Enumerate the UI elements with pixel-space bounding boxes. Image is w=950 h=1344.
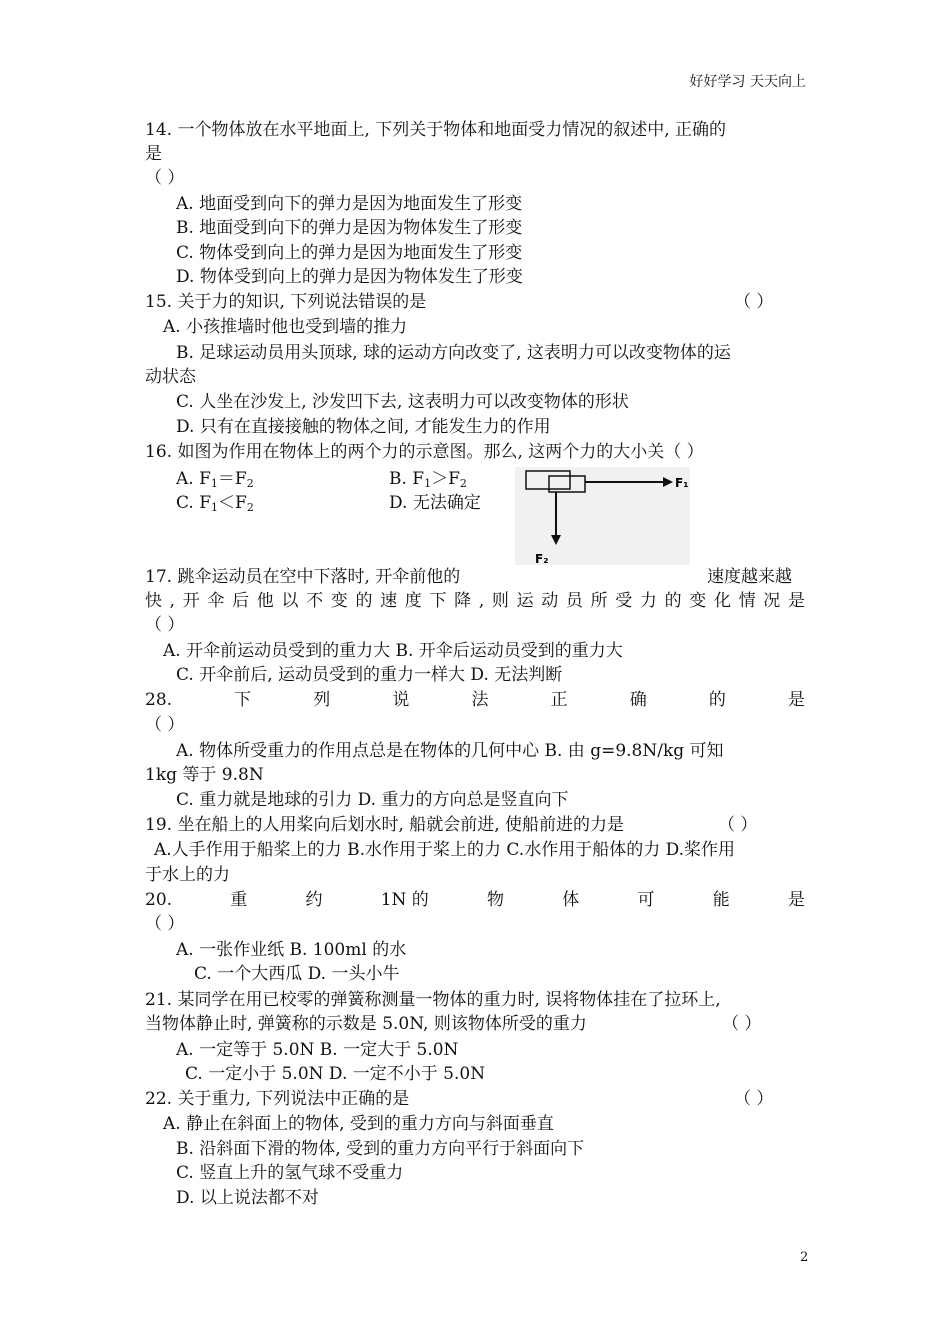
q20-answer-bracket: （ ） (145, 914, 185, 934)
q14-stem-cont: 是 (145, 144, 162, 164)
q19-stem: 19. 坐在船上的人用桨向后划水时, 船就会前进, 使船前进的力是 (145, 815, 625, 835)
q15-answer-bracket: （ ） (734, 292, 774, 312)
q21-stem: 21. 某同学在用已校零的弹簧称测量一物体的重力时, 误将物体挂在了拉环上, (145, 990, 721, 1010)
q20-stem: 20. 重 约 1N 的 物 体 可 能 是 (145, 890, 805, 910)
q21-options-ab: A. 一定等于 5.0N B. 一定大于 5.0N (176, 1040, 459, 1060)
q22-answer-bracket: （ ） (734, 1089, 774, 1109)
q28-options-ab-cont: 1kg 等于 9.8N (145, 765, 264, 785)
q21-stem-cont: 当物体静止时, 弹簧称的示数是 5.0N, 则该物体所受的重力 (145, 1014, 587, 1034)
q19-options-cont: 于水上的力 (145, 865, 230, 885)
q28-answer-bracket: （ ） (145, 715, 185, 735)
q21-answer-bracket: （ ） (722, 1014, 762, 1034)
q14-option-c: C. 物体受到向上的弹力是因为地面发生了形变 (176, 243, 523, 263)
q14-option-d: D. 物体受到向上的弹力是因为物体发生了形变 (176, 267, 523, 287)
q15-option-b-cont: 动状态 (145, 367, 196, 387)
q15-option-a: A. 小孩推墙时他也受到墙的推力 (163, 317, 408, 337)
q16-stem: 16. 如图为作用在物体上的两个力的示意图。那么, 这两个力的大小关（ ） (145, 442, 704, 462)
force-diagram (515, 467, 690, 565)
q22-option-a: A. 静止在斜面上的物体, 受到的重力方向与斜面垂直 (163, 1114, 554, 1134)
q15-option-c: C. 人坐在沙发上, 沙发凹下去, 这表明力可以改变物体的形状 (176, 392, 629, 412)
q21-options-cd: C. 一定小于 5.0N D. 一定不小于 5.0N (185, 1064, 486, 1084)
q15-option-b: B. 足球运动员用头顶球, 球的运动方向改变了, 这表明力可以改变物体的运 (176, 343, 731, 363)
q22-stem: 22. 关于重力, 下列说法中正确的是 (145, 1089, 410, 1109)
q14-answer-bracket: （ ） (145, 168, 185, 188)
q22-option-b: B. 沿斜面下滑的物体, 受到的重力方向平行于斜面向下 (176, 1139, 585, 1159)
q17-options-ab: A. 开伞前运动员受到的重力大 B. 开伞后运动员受到的重力大 (163, 641, 623, 661)
q19-answer-bracket: （ ） (718, 815, 758, 835)
q14-option-b: B. 地面受到向下的弹力是因为物体发生了形变 (176, 218, 523, 238)
q15-option-d: D. 只有在直接接触的物体之间, 才能发生力的作用 (176, 417, 551, 437)
q15-stem: 15. 关于力的知识, 下列说法错误的是 (145, 292, 427, 312)
q14-option-a: A. 地面受到向下的弹力是因为地面发生了形变 (176, 194, 523, 214)
label-f2: F₂ (535, 552, 549, 565)
arrow-f1-head (663, 477, 673, 487)
q22-option-d: D. 以上说法都不对 (176, 1188, 319, 1208)
q16-option-d: D. 无法确定 (389, 493, 481, 513)
q20-options-ab: A. 一张作业纸 B. 100ml 的水 (176, 940, 407, 960)
q20-options-cd: C. 一个大西瓜 D. 一头小牛 (194, 964, 400, 984)
page-number: 2 (800, 1250, 809, 1265)
label-f1: F₁ (675, 476, 689, 490)
q28-options-ab: A. 物体所受重力的作用点总是在物体的几何中心 B. 由 g=9.8N/kg 可知 (176, 741, 724, 761)
q17-stem-right: 速度越来越 (707, 567, 792, 587)
q16-option-a: A. $F_1=F_2$ (176, 469, 254, 490)
q14-stem: 14. 一个物体放在水平地面上, 下列关于物体和地面受力情况的叙述中, 正确的 (145, 120, 727, 140)
q16-option-b: B. $F_1>F_2$ (389, 469, 467, 490)
q17-stem-line2: 快 , 开 伞 后 他 以 不 变 的 速 度 下 降 , 则 运 动 员 所 受 力 的 变 化 情 况 是 (145, 591, 805, 611)
q22-option-c: C. 竖直上升的氢气球不受重力 (176, 1163, 404, 1183)
q19-options: A.人手作用于船桨上的力 B.水作用于桨上的力 C.水作用于船体的力 D.桨作用 (154, 840, 736, 860)
page-header: 好好学习 天天向上 (689, 74, 806, 90)
block-outer (526, 471, 570, 489)
q17-options-cd: C. 开伞前后, 运动员受到的重力一样大 D. 无法判断 (176, 665, 563, 685)
q17-stem: 17. 跳伞运动员在空中下落时, 开伞前他的 (145, 567, 461, 587)
q28-options-cd: C. 重力就是地球的引力 D. 重力的方向总是竖直向下 (176, 790, 569, 810)
q28-stem: 28. 下 列 说 法 正 确 的 是 (145, 690, 805, 710)
q17-answer-bracket: （ ） (145, 615, 185, 635)
arrow-f2-head (551, 535, 561, 545)
q16-option-c: C. $F_1<F_2$ (176, 493, 254, 514)
